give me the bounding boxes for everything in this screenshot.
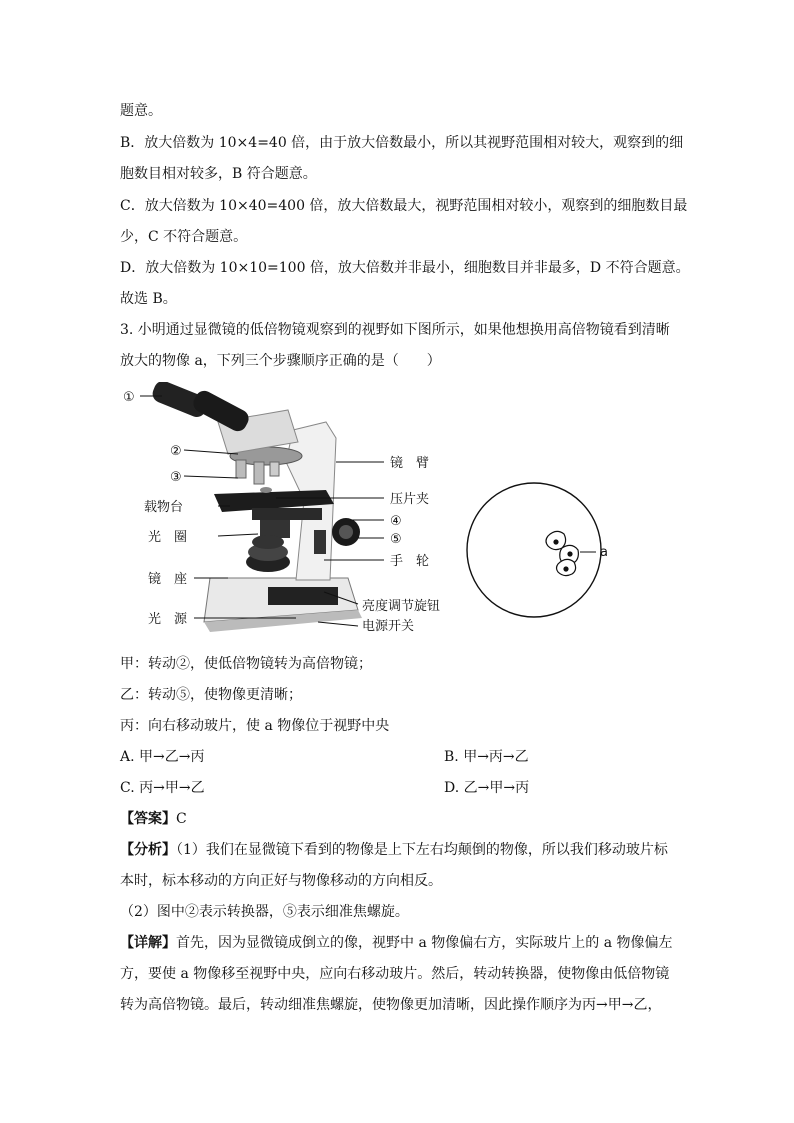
label-stage: 载物台 [144,500,184,515]
solution-line: 少，C 不符合题意。 [120,229,248,245]
step-jia: 甲：转动②，使低倍物镜转为高倍物镜； [120,656,372,672]
option-b: B. 甲→丙→乙 [444,749,529,765]
detail-text: 首先，因为显微镜成倒立的像，视野中 a 物像偏右方，实际玻片上的 a 物像偏左 [176,935,673,951]
option-d: D. 乙→甲→丙 [444,780,530,796]
question-line: 放大的物像 a，下列三个步骤顺序正确的是（ ） [120,353,441,369]
label-diaphragm: 光 圈 [148,530,188,545]
label-clip: 压片夹 [390,492,430,507]
question-line: 3. 小明通过显微镜的低倍物镜观察到的视野如下图所示，如果他想换用高倍物镜看到清晰 [120,322,670,338]
solution-line: 故选 B。 [120,291,177,307]
detail-line [120,933,673,953]
cell-group-icon [546,531,578,575]
analysis-line [120,840,668,860]
label-light-source: 光 源 [148,612,188,627]
label-nosepiece: ② [170,444,182,459]
label-fine-knob: ⑤ [390,532,402,547]
label-objective: ③ [170,470,182,485]
answer-line [120,809,187,829]
option-c: C. 丙→甲→乙 [120,780,205,796]
label-cell-a: a [600,545,608,560]
detail-tag: 【详解】 [120,935,176,951]
solution-line: 胞数目相对较多，B 符合题意。 [120,166,317,182]
analysis-line: （2）图中②表示转换器，⑤表示细准焦螺旋。 [120,904,409,920]
label-arm: 镜 臂 [390,456,430,471]
label-eyepiece: ① [123,390,135,405]
option-a: A. 甲→乙→丙 [120,749,205,765]
step-bing: 丙：向右移动玻片，使 a 物像位于视野中央 [120,718,390,734]
label-handwheel: 手 轮 [390,554,430,569]
answer-tag: 【答案】 [120,811,176,827]
solution-line: D．放大倍数为 10×10=100 倍，放大倍数并非最小，细胞数目并非最多，D 不符合题意。 [120,260,690,276]
label-coarse-knob: ④ [390,514,402,529]
solution-line: 题意。 [120,103,162,119]
analysis-text: （1）我们在显微镜下看到的物像是上下左右均颠倒的物像，所以我们移动玻片标 [176,842,668,858]
analysis-line: 本时，标本移动的方向正好与物像移动的方向相反。 [120,873,442,889]
microscope-figure [118,382,678,644]
detail-line: 转为高倍物镜。最后，转动细准焦螺旋，使物像更加清晰，因此操作顺序为丙→甲→乙， [120,997,662,1013]
solution-line: C．放大倍数为 10×40=400 倍，放大倍数最大，视野范围相对较小，观察到的细胞数目最 [120,198,688,214]
label-base: 镜 座 [148,572,188,587]
solution-line: B．放大倍数为 10×4=40 倍，由于放大倍数最小，所以其视野范围相对较大，观察到的细 [120,135,684,151]
answer-value: C [176,811,187,827]
analysis-tag: 【分析】 [120,842,176,858]
field-of-view [467,483,601,617]
label-power-switch: 电源开关 [362,619,415,634]
label-brightness-knob: 亮度调节旋钮 [362,599,441,614]
detail-line: 方，要使 a 物像移至视野中央，应向右移动玻片。然后，转动转换器，使物像由低倍物镜 [120,966,670,982]
step-yi: 乙：转动⑤，使物像更清晰； [120,687,302,703]
